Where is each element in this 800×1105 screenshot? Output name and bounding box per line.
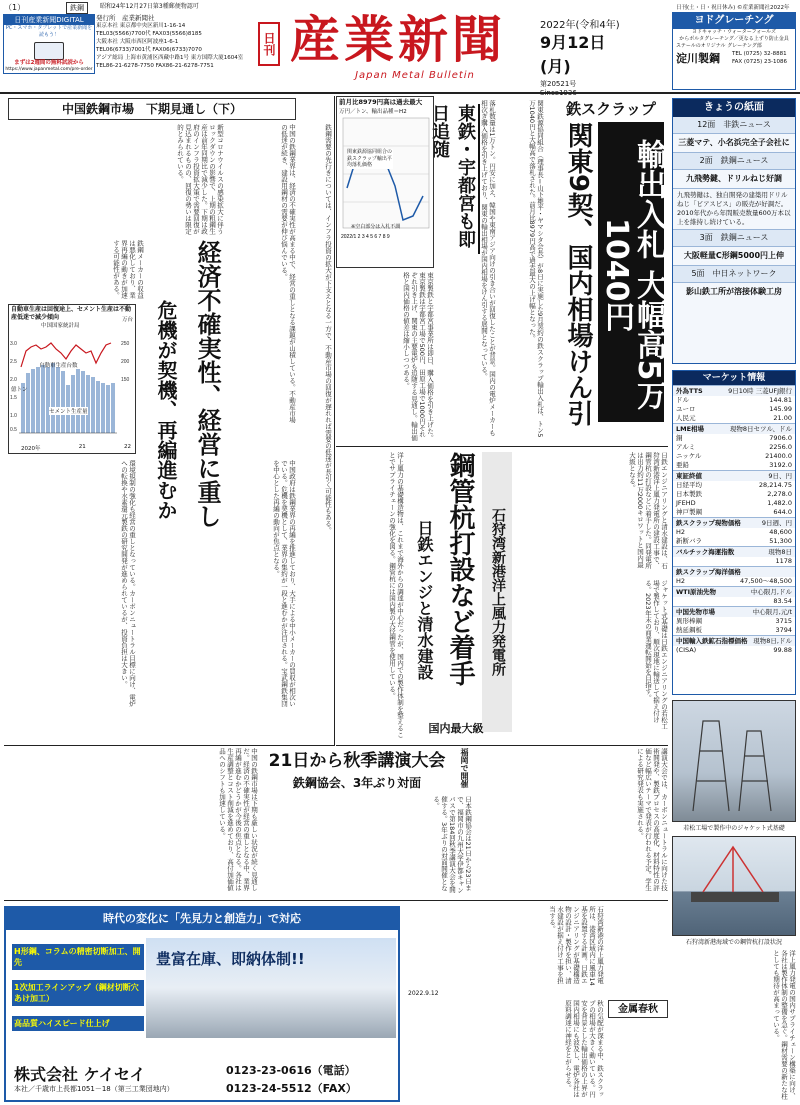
- keisei-item: 1次加工ラインアップ（鋼材切断穴あけ加工）: [12, 980, 144, 1006]
- market-value: 83.54: [773, 597, 792, 605]
- digital-sub: PC・スマホ・タブレットで産業新聞を読もう！: [5, 25, 93, 38]
- lineup-summary: 九飛勢鍵は、独自開発の建築用ドリルねじ「ビアスビス」の販売が好調だ。2010年代から年間販売数量600万本以上を維持し続けている。: [673, 189, 795, 230]
- market-label: アルミ: [676, 443, 696, 451]
- right-bottom-body: 洋上風力発電の国内サプライチェーン構築に向け、各社は製作体制の整備を急ぐ。鋼材需要の新たな柱としても期待が高まっている。: [772, 950, 796, 1100]
- lead-body: 落札数量は1万トン。円安に加え、韓国や東南アジア向けの引き合いが回復したことが背景。国内の電炉メーカーも相次ぎ購入価格を引き上げており、関東の輸出相場が国内相場をけん引する展開となっている。: [480, 100, 496, 436]
- market-label: 異形棒鋼: [676, 617, 702, 625]
- lead-rule: [336, 446, 668, 447]
- middle-body: 洋上風力の基礎構造物は、これまで海外からの調達が中心だったが、国内での製作体制を整えることでサプライチェーンの強化を図る。鋼管杭には国内製の大径鋼管を使用している。: [388, 452, 404, 738]
- market-group-name: 中国先物市場: [676, 608, 715, 616]
- market-group-header: [673, 635, 795, 646]
- cement-bars: [21, 363, 115, 433]
- market-label: 新断バラ: [676, 537, 702, 545]
- left-series: 中国鉄鋼市場 下期見通し（下）: [8, 98, 296, 120]
- publisher-name: 発行所 産業新聞社: [96, 14, 155, 22]
- middle-tag: 国内最大級: [428, 722, 484, 735]
- market-value: 21.00: [773, 414, 792, 422]
- date-block: [540, 16, 632, 97]
- market-group-header: [673, 470, 795, 481]
- column-rule: [334, 96, 335, 746]
- market-row: [673, 499, 795, 508]
- middle-sub: 日鉄エンジと清水建設: [415, 520, 434, 680]
- market-group-header: [673, 566, 795, 577]
- scrap-chart-unit: 万円／トン、輸出品種＝H2: [339, 109, 407, 115]
- left-body: 中国の鉄鋼業界は、経済の不確実性が高まる中で、経営の重しとなる課題が山積している。不動産市場の低迷が続き、建設用鋼材の需要が伸び悩んでいる。: [280, 124, 296, 423]
- keisei-company: 株式会社 ケイセイ: [14, 1065, 146, 1084]
- market-value: 3192.0: [769, 461, 792, 469]
- market-label: ドル: [676, 396, 689, 404]
- market-row: [673, 461, 795, 470]
- market-row: [673, 557, 795, 566]
- office-line: アジア総局 上海市黄浦区西藏中路1号 東方国際大廈1604室: [96, 55, 244, 61]
- yodo-fax: FAX (0725) 23-1086: [732, 59, 787, 65]
- column-date: 2022.9.12: [408, 990, 439, 997]
- market-value: 1178: [775, 557, 792, 565]
- market-row: [673, 508, 795, 517]
- crane-art: [673, 837, 797, 937]
- market-row: [673, 577, 795, 586]
- market-value: 1,482.0: [767, 499, 792, 507]
- market-value: 7906.0: [769, 434, 792, 442]
- market-row: [673, 537, 795, 546]
- lead-headline-2: 関東9契、国内相場けん引: [563, 122, 593, 427]
- middle-headline: 鋼管杭打設など着手: [445, 452, 475, 686]
- market-group-name: 鉄スクラップ海洋価格: [676, 568, 741, 576]
- middle-body: 日鉄エンジニアリングと清水建設は、石狩湾新港洋上風力発電所の建設工事で、鋼管杭の打設などに着手した。同発電所は出力約11万2000キロワットと国内最大級となる。: [628, 452, 668, 569]
- china-chart-yleft: 億トン: [11, 387, 28, 393]
- left-body: 環境規制の強化も経営の重しとなっている。カーボンニュートラル目標に向け、電炉への転換や水素還元製鉄の研究開発が進められているが、投資負担は大きい。: [120, 460, 136, 707]
- market-row: [673, 481, 795, 490]
- market-group-header: [673, 517, 795, 528]
- keisei-fax: 0123-24-5512（FAX）: [226, 1082, 357, 1095]
- market-group-unit: 9日10時 三菱UFJ銀行: [728, 387, 792, 395]
- market-group-unit: 現物8日: [768, 548, 792, 556]
- lead-kicker: 鉄スクラップ: [566, 100, 656, 118]
- middle-body: ジャケット式基礎は日鉄エンジニアリングの若松工場で製作しており、順次現地に輸送して据え付ける。2023年末の商業運転開始を目指す。: [644, 580, 668, 730]
- market-group-name: LME相場: [676, 425, 705, 433]
- scrap-chart: [336, 96, 434, 268]
- keisei-item: 高品質ハイスピード仕上げ: [12, 1016, 144, 1031]
- middle-kicker: 石狩湾新港洋上風力発電所: [482, 452, 512, 732]
- china-chart-title: 自動車生産は回復途上、セメント生産は不動産低迷で減少傾向: [11, 306, 132, 321]
- market-value: 51,300: [769, 537, 792, 545]
- masthead-subtitle: Japan Metal Bulletin: [355, 70, 475, 81]
- market-group-header: [673, 385, 795, 396]
- china-chart-series-2: 自動車生産台数: [39, 363, 78, 369]
- yodo-tag1: ヨドキャッチ・ウォーターフォールズ: [691, 29, 777, 35]
- market-group-name: WTI原油先物: [676, 588, 717, 596]
- market-group-header: [673, 423, 795, 434]
- market-group-name: 鉄スクラップ現物価格: [676, 519, 741, 527]
- china-chart-xtick: 2020年: [21, 446, 41, 452]
- market-group-header: [673, 546, 795, 557]
- scrap-chart-note: ※空白部分は入札不調: [351, 224, 401, 230]
- market-group-unit: 中心限月,ドル: [750, 588, 792, 596]
- column-body: 秋の気配が深まる中、鉄スクラップの相場が大きく動いている。円安を背景とした輸出価格の上昇が国内相場にも波及し、電炉各社は原料調達に神経をとがらせる。: [564, 1000, 604, 1098]
- market-label: 神戸製鋼: [676, 508, 702, 516]
- digital-url[interactable]: https://www.japanmetal.com/pre-order: [5, 67, 93, 72]
- bottom-body: 石狩湾新港の洋上風力発電所は、港湾区域内に風車14基を設置する計画。日鉄エンジニアリングが基礎構造物の設計・製作を担い、清水建設が据え付け工事を担当する。: [548, 906, 604, 986]
- date-day: 9月12日(月): [540, 33, 606, 76]
- device-icon: [34, 42, 64, 60]
- photo-caption: 石狩湾新港海域での鋼管杭打設状況: [685, 939, 782, 946]
- yodo-tag3: ステールのオリジナル グレーチング部: [676, 43, 762, 49]
- market-label: 熱延鋼板: [676, 626, 702, 634]
- keisei-slogan: 時代の変化に「先見力と創造力」で対応: [6, 908, 398, 930]
- market-group-unit: 9日、円: [768, 472, 792, 480]
- market-label: 人民元: [676, 414, 696, 422]
- scrap-chart-legend: 関東鉄源協同組合の鉄スクラップ輸出平均落札価格: [347, 149, 393, 168]
- market-group-name: 中国輸入鉄鉱石指標価格: [676, 637, 748, 645]
- market-box: [672, 370, 796, 695]
- market-group-unit: 現物8日セツル、ドル: [729, 425, 792, 433]
- svg-text:2022/1 2 3 4 5 6 7 8 9: 2022/1 2 3 4 5 6 7 8 9: [341, 234, 390, 240]
- page-number: （1）: [4, 3, 26, 12]
- freq-note: 日刊(土・日・祝日休み) ©産業新聞社2022年: [676, 5, 790, 11]
- market-value: 99.88: [773, 646, 792, 654]
- keisei-item: H形鋼、コラムの精密切断加工、開先: [12, 944, 144, 970]
- keisei-ad[interactable]: [4, 906, 400, 1102]
- lineup-item[interactable]: 大阪軽量C形鋼5000円上伸: [673, 247, 795, 266]
- market-group-name: 外為TTS: [676, 387, 703, 395]
- market-label: 亜鉛: [676, 461, 689, 469]
- market-value: 28,214.75: [758, 481, 792, 489]
- middle-rule: [336, 745, 668, 746]
- yodo-brand: ヨドグレーチング: [673, 13, 795, 29]
- market-groups: [673, 385, 795, 655]
- china-chart: [8, 304, 136, 454]
- svg-text:1.0: 1.0: [10, 413, 17, 419]
- lineup-box: [672, 98, 796, 364]
- market-row: [673, 405, 795, 414]
- market-value: 644.0: [773, 508, 792, 516]
- market-row: [673, 597, 795, 606]
- lead-body: 東京製鉄と宇都宮事業所は即日、購入価格を引き上げた。東京製鉄は宇都宮工場で500円、田原工場で1000円それぞれ引き上げ、関東の主要電炉も追随する見通し。輸出価格と国内価格の値差は縮小しつつある。: [402, 272, 434, 441]
- yodo-company: 淀川製鋼: [676, 52, 720, 65]
- page-tag: 鉄鋼: [66, 2, 88, 14]
- market-row: [673, 443, 795, 452]
- photo-caption: 若松工場で製作中のジャケット式基礎: [683, 825, 785, 832]
- market-label: ニッケル: [676, 452, 702, 460]
- market-value: 3794: [775, 626, 792, 634]
- china-chart-xtick: 22: [124, 444, 131, 450]
- yodo-tel: TEL (0725) 32-8881: [732, 51, 787, 57]
- svg-text:250: 250: [121, 341, 130, 347]
- left-body: 中国政府は鉄鋼業界の再編を推進しており、大手による中小メーカーの買収が相次いでいる。危機を契機として、業界の集約が一段と進むかが注目される。宝武鋼鉄集団を中心とした再編の動向が焦点となる。: [272, 460, 296, 707]
- left-body: 中国の鉄鋼市場は下期も厳しい状況が続く見通しだ。経済の不確実性が経営の重しとなる中、業界再編が進むかどうかが今後の焦点となる。各社は生産調整とコスト削減を進めており、高付加価値品へのシフトも加速している。: [218, 748, 258, 891]
- market-value: 48,600: [769, 528, 792, 536]
- market-row: [673, 452, 795, 461]
- yodo-tag2: からボルタグレーチング／更なる上ずり防止金具: [679, 36, 789, 42]
- event-body: 講演大会では、カーボンニュートラルに向けた技術開発や、製鉄プロセスの高度化、材料特性の評価など幅広いテーマで発表が行われる予定。学生による研究発表も実施される。: [636, 748, 668, 891]
- market-label: ユーロ: [676, 405, 696, 413]
- market-title: マーケット情報: [673, 371, 795, 385]
- office-line: 東京本社 東京都中央区新川1-16-14: [96, 23, 186, 29]
- digital-promo[interactable]: [3, 14, 95, 74]
- market-row: [673, 646, 795, 655]
- market-group-header: [673, 586, 795, 597]
- lead-subhead: 東鉄・宇都宮も即日追随: [454, 104, 480, 254]
- china-chart-svg: [9, 323, 135, 443]
- china-chart-xtick: 21: [78, 444, 86, 450]
- china-chart-series-1: 中国国家統計局: [41, 323, 80, 329]
- lineup-section: 12面 非鉄ニュース: [673, 117, 795, 134]
- lead-body: 関東鉄源協同組合（理事長＝山下雄平・ヤマシタ会長）が8日に実施した9月契約の鉄スクラップ輸出入札は、トン5万1040円と大幅高で落札された。前月比8979円高で過去最大の上げ幅となった。: [528, 100, 544, 438]
- date-year: 2022年(令和4年): [540, 20, 620, 31]
- keisei-address: 本社／千歳市上長都1051－18（第三工業団地内）: [14, 1085, 174, 1093]
- market-row: [673, 626, 795, 635]
- left-body: 鉄鋼需要の先行きについては、インフラ投資の拡大が下支えとなる一方で、不動産市場の回復が遅れれば需要の低迷が長引く可能性もある。: [324, 124, 332, 534]
- lineup-item[interactable]: 九飛勢鍵、ドリルねじ好調: [673, 170, 795, 189]
- lineup-section: 5面 中日ネットワーク: [673, 266, 795, 283]
- svg-text:200: 200: [121, 359, 130, 365]
- market-value: 3715: [775, 617, 792, 625]
- market-value: 144.81: [769, 396, 792, 404]
- market-label: H2: [676, 528, 686, 536]
- market-row: [673, 617, 795, 626]
- market-group-header: [673, 606, 795, 617]
- svg-text:1.5: 1.5: [10, 395, 17, 401]
- svg-text:150: 150: [121, 377, 130, 383]
- china-chart-series-3: セメント生産量: [49, 409, 88, 415]
- market-label: 日経平均: [676, 481, 702, 489]
- scrap-chart-title: 前月比8979円高は過去最大: [339, 98, 423, 106]
- market-group-name: 東証終値: [676, 472, 702, 480]
- lead-headline-1: 輸出入札 大幅高5万1040円: [598, 122, 664, 422]
- office-line: TEL86-21-6278-7750 FAX86-21-6278-7751: [96, 63, 214, 69]
- event-rule: [4, 900, 668, 901]
- event-body: 日本鉄鋼協会は21日から23日まで、福岡市の九州大学伊都キャンパスで第184回秋季講演大会を開催する。3年ぶりの対面開催となる。: [432, 796, 472, 894]
- column-title: 金属春秋: [608, 1000, 668, 1018]
- market-row: [673, 414, 795, 423]
- lineup-item[interactable]: 三菱マテ、小名浜完全子会社に: [673, 134, 795, 153]
- market-group-name: バルチック海運指数: [676, 548, 735, 556]
- market-value: 2,278.0: [767, 490, 792, 498]
- office-line: 大阪本社 大阪市西区阿波座1-6-1: [96, 39, 179, 45]
- market-row: [673, 396, 795, 405]
- svg-text:0.5: 0.5: [10, 427, 17, 433]
- market-row: [673, 528, 795, 537]
- lineup-title: きょうの紙面: [673, 99, 795, 117]
- market-label: H2: [676, 577, 686, 585]
- market-value: 2256.0: [769, 443, 792, 451]
- jacket-photo: [672, 700, 796, 822]
- yodo-ad[interactable]: [672, 12, 796, 90]
- market-group-unit: 9日週、円: [761, 519, 792, 527]
- event-headline: 21日から秋季講演大会: [268, 751, 446, 771]
- pile-photo: [672, 836, 796, 936]
- market-group-unit: 現物8日,ドル: [753, 637, 792, 645]
- office-line: TEL03(5566)7700代 FAX03(5566)8185: [96, 31, 202, 37]
- market-value: 145.99: [769, 405, 792, 413]
- lineup-item[interactable]: 影山鉄工所が溶接体験工房: [686, 287, 782, 296]
- svg-text:2.5: 2.5: [10, 359, 17, 365]
- lineup-section: 2面 鉄鋼ニュース: [673, 153, 795, 170]
- nikkan-badge: 日刊: [258, 22, 280, 66]
- left-headline-2: 危機が契機、再編進むか: [154, 300, 178, 520]
- market-label: JFEHD: [676, 499, 696, 507]
- left-headline-1: 経済不確実性、経営に重し: [193, 240, 221, 528]
- market-value: 47,500～48,500: [740, 577, 792, 585]
- digital-title: 日刊産業新聞DIGITAL: [4, 15, 94, 25]
- china-chart-yright: 万台: [121, 317, 133, 323]
- event-place: 福岡で開催: [460, 748, 469, 788]
- left-body: 新型コロナウイルスの感染拡大に伴うロックダウンの影響で、上期の粗鋼生産は前年同期比で減少した。下期は政府のインフラ投資拡大策で需要回復が見込まれるものの、回復の勢いは限定的とみられている。: [176, 124, 224, 235]
- event-sub: 鉄鋼協会、3年ぶり対面: [292, 776, 422, 790]
- left-rule: [4, 745, 334, 746]
- market-row: [673, 490, 795, 499]
- keisei-tel: 0123-23-0616（電話）: [226, 1064, 356, 1077]
- left-body: 鉄鋼メーカーの収益は悪化しており、業界再編の動きが加速する可能性がある。: [112, 240, 144, 299]
- masthead-title: 産業新聞: [290, 10, 506, 69]
- market-row: [673, 434, 795, 443]
- jacket-photo-art: [673, 701, 797, 823]
- keisei-main: 豊富在庫、即納体制!!: [156, 950, 305, 968]
- svg-text:2.0: 2.0: [10, 377, 17, 383]
- masthead-rule: [0, 92, 800, 94]
- svg-text:3.0: 3.0: [10, 341, 17, 347]
- digital-note: まずは2週間の無料試読から: [14, 60, 84, 66]
- market-label: (CISA): [676, 646, 697, 654]
- market-value: 21400.0: [765, 452, 792, 460]
- office-line: TEL06(6733)7001代 FAX06(6733)7070: [96, 47, 202, 53]
- lineup-section: 3面 鉄鋼ニュース: [673, 230, 795, 247]
- publisher-info: [96, 14, 246, 70]
- permit-note: 昭和24年12月27日第3種郵便物認可: [100, 3, 199, 10]
- market-label: 銅: [676, 434, 683, 442]
- market-group-unit: 中心限月,元/t: [752, 608, 792, 616]
- market-label: 日本製鉄: [676, 490, 702, 498]
- issue-number: 第20521号: [540, 80, 577, 88]
